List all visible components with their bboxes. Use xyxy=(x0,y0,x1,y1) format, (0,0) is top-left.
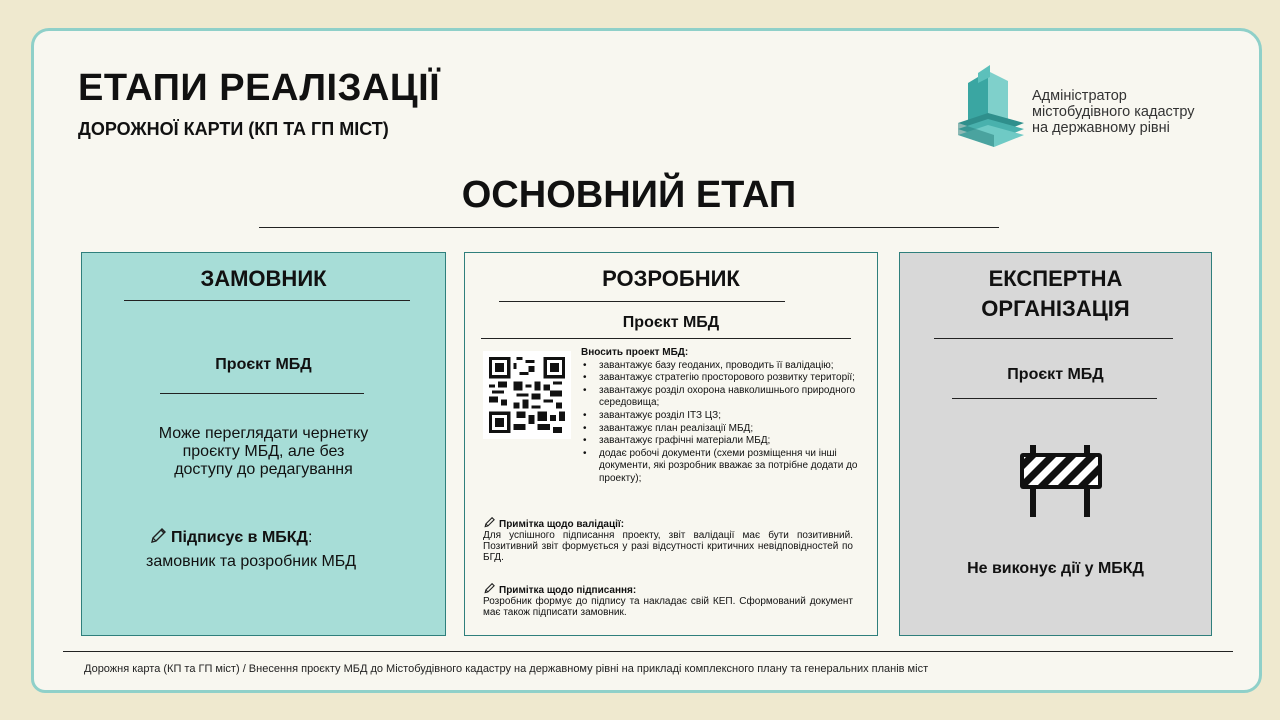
pencil-icon xyxy=(483,583,497,594)
divider xyxy=(934,338,1173,339)
list-item: • завантажує базу геоданих, проводить її валідацію; xyxy=(581,360,866,373)
qr-code-icon[interactable] xyxy=(483,351,571,439)
pencil-icon xyxy=(150,528,168,544)
divider xyxy=(124,300,410,301)
signing-note: Примітка щодо підписання: Розробник формує до підпису та накладає свій КЕП. Сформований документ має також підписати замовник. xyxy=(483,585,853,618)
customer-signers: замовник та розробник МБД xyxy=(146,553,357,570)
divider xyxy=(259,227,999,228)
divider xyxy=(952,398,1157,399)
footer-text: Дорожня карта (КП та ГП міст) / Внесення проєкту МБД до Містобудівного кадастру на державному рівні на прикладі комплексного плану та генеральних планів міст xyxy=(84,663,929,675)
page-title: ЕТАПИ РЕАЛІЗАЦІЇ xyxy=(78,67,441,109)
expert-card xyxy=(899,252,1212,636)
developer-project-label: Проєкт МБД xyxy=(622,314,720,331)
expert-project-label: Проєкт МБД xyxy=(1007,366,1104,383)
divider xyxy=(499,301,785,302)
list-item: • додає робочі документи (схеми розміщення чи інші документи, які розробник вважає за потрібне додати до проекту); xyxy=(581,448,866,486)
list-item: • завантажує графічні матеріали МБД; xyxy=(581,435,866,448)
developer-heading: РОЗРОБНИК xyxy=(602,266,740,291)
customer-project-label: Проєкт МБД xyxy=(215,356,312,373)
expert-heading: ЕКСПЕРТНА ОРГАНІЗАЦІЯ xyxy=(981,266,1130,321)
list-item: • завантажує план реалізації МБД; xyxy=(581,423,866,436)
pencil-icon xyxy=(483,517,497,528)
developer-task-list: Вносить проект МБД: • завантажує базу геоданих, проводить її валідацію; • завантажує стратегію просторового розвитку території; • завантажує розділ охорона навколишнього природного середовища; • завантажує розділ ІТЗ ЦЗ; • завантажує план реалізації МБД; • завантажує графічні матеріали МБД; • додає робочі документи (схеми розміщення чи інші документи, які розробник вважає за потрібне додати до проекту); xyxy=(581,347,866,486)
customer-heading: ЗАМОВНИК xyxy=(200,266,327,291)
list-item: • завантажує розділ охорона навколишнього природного середовища; xyxy=(581,385,866,410)
validation-note: Примітка щодо валідації: Для успішного підписання проекту, звіт валідації має бути позитивний. Позитивний звіт формується у разі відсутності критичних невідповідностей по БГД. xyxy=(483,519,853,563)
divider xyxy=(481,338,851,339)
divider xyxy=(63,651,1233,652)
customer-sign-line: Підписує в МБКД: xyxy=(150,528,312,547)
building-logo-icon xyxy=(956,63,1026,149)
no-action-text: Не виконує дії у МБКД xyxy=(967,560,1144,577)
stage-title: ОСНОВНИЙ ЕТАП xyxy=(461,174,797,216)
barrier-icon xyxy=(1018,443,1104,519)
customer-card xyxy=(81,252,446,636)
customer-rights-text: Може переглядати чернетку проєкту МБД, але без доступу до редагування xyxy=(158,425,369,478)
list-item: • завантажує розділ ІТЗ ЦЗ; xyxy=(581,410,866,423)
divider xyxy=(160,393,364,394)
logo-text: Адміністратор містобудівного кадастру на державному рівні xyxy=(1032,88,1195,136)
slide-frame xyxy=(31,28,1262,693)
developer-card xyxy=(464,252,878,636)
list-item: • завантажує стратегію просторового розвитку території; xyxy=(581,372,866,385)
page-subtitle: ДОРОЖНОЇ КАРТИ (КП ТА ГП МІСТ) xyxy=(78,119,389,139)
